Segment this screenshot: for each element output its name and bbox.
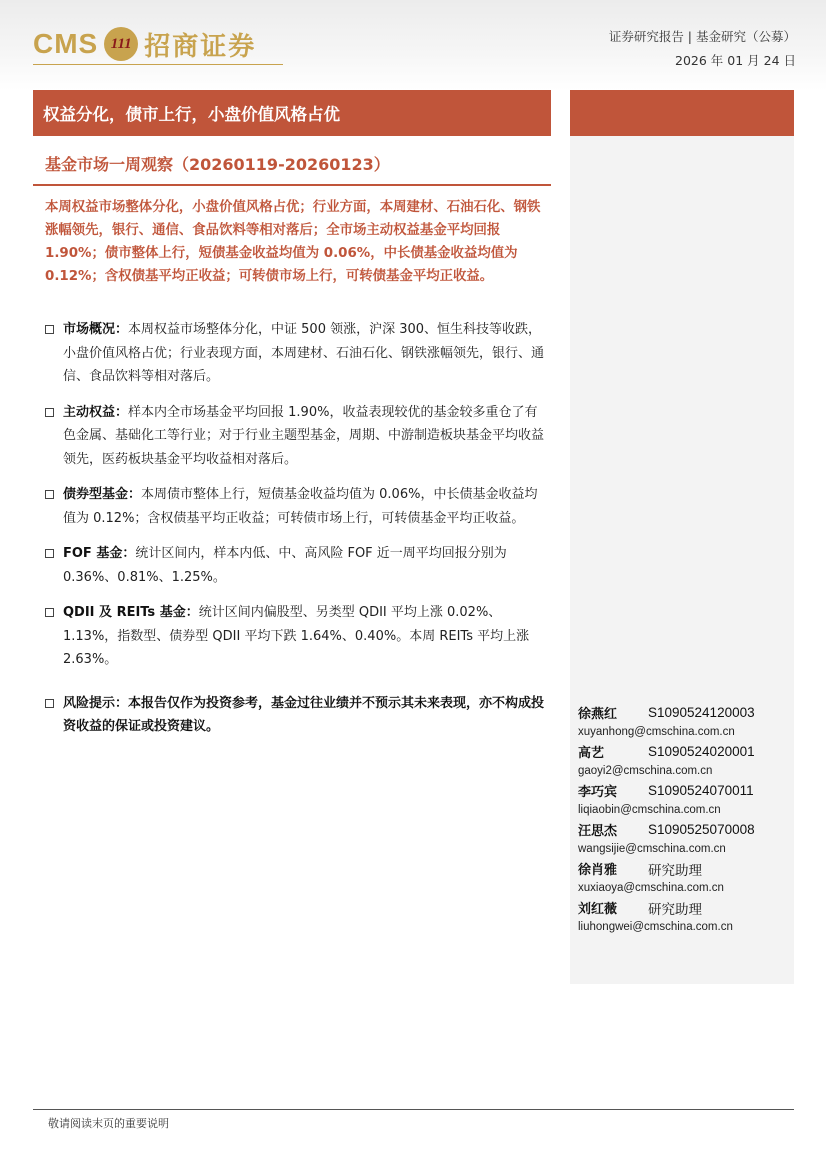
bullet-list xyxy=(45,318,547,751)
report-title: 权益分化，债市上行，小盘价值风格占优 xyxy=(43,105,340,124)
analyst-cert: S1090525070008 xyxy=(648,822,755,838)
bullet-text: 统计区间内偏股型、另类型 QDII 平均上涨 0.02%、1.13%，指数型、债券型 QDII 平均下跌 1.64%、0.40%。本周 REITs 平均上涨 2.63%。 xyxy=(63,605,530,667)
analyst-cert: S1090524020001 xyxy=(648,744,755,760)
bullet-lead: 市场概况： xyxy=(63,322,129,337)
analyst-row xyxy=(578,820,792,840)
analyst-list xyxy=(578,703,792,937)
risk-lead: 风险提示： xyxy=(63,695,129,711)
analyst-row xyxy=(578,703,792,723)
analyst-email[interactable]: wangsijie@cmschina.com.cn xyxy=(578,843,726,856)
bullet-lead: QDII 及 REITs 基金： xyxy=(63,605,199,620)
analyst-name: 刘红薇 xyxy=(578,902,618,918)
logo-underline xyxy=(33,64,283,65)
analyst-cert: 研究助理 xyxy=(648,901,702,917)
analyst-email[interactable]: xuxiaoya@cmschina.com.cn xyxy=(578,882,724,895)
checkbox-square-icon xyxy=(45,608,54,617)
analyst-cert: S1090524070011 xyxy=(648,783,754,799)
analyst-row xyxy=(578,898,792,918)
checkbox-square-icon xyxy=(45,699,54,708)
sidebar-banner xyxy=(570,90,794,136)
analyst-row xyxy=(578,742,792,762)
company-logo xyxy=(33,24,256,64)
analyst-email[interactable]: xuyanhong@cmschina.com.cn xyxy=(578,726,735,739)
bullet-text: 样本内全市场基金平均回报 1.90%，收益表现较优的基金较多重仓了有色金属、基础化工等行业；对于行业主题型基金，周期、中游制造板块基金平均收益领先，医药板块基金平均收益相对落后。 xyxy=(63,404,545,467)
report-date: 2026 年 01 月 24 日 xyxy=(675,53,796,68)
bullet-market-overview xyxy=(45,318,547,389)
analyst-name: 汪思杰 xyxy=(578,824,618,840)
analyst-name: 徐燕红 xyxy=(578,707,618,723)
analyst-email[interactable]: liuhongwei@cmschina.com.cn xyxy=(578,921,733,934)
analyst-name: 徐肖雅 xyxy=(578,863,618,879)
bullet-risk-warning xyxy=(45,692,547,739)
logo-seal-icon: 111 xyxy=(104,27,138,61)
bullet-text: 本周权益市场整体分化，中证 500 领涨，沪深 300、恒生科技等收跌，小盘价值风格占优；行业表现方面，本周建材、石油石化、钢铁涨幅领先，银行、通信、食品饮料等相对落后。 xyxy=(63,322,545,384)
footer-note: 敬请阅读末页的重要说明 xyxy=(48,1117,169,1130)
bullet-text: 本周债市整体上行，短债基金收益均值为 0.06%，中长债基金收益均值为 0.12%；含权债基平均正收益；可转债市场上行，可转债基金平均正收益。 xyxy=(63,487,538,526)
report-subtitle: 基金市场一周观察（20260119-20260123） xyxy=(45,155,390,174)
analyst-row xyxy=(578,859,792,879)
analyst-cert: 研究助理 xyxy=(648,862,702,878)
analyst-email[interactable]: liqiaobin@cmschina.com.cn xyxy=(578,804,721,817)
bullet-bond-funds xyxy=(45,483,547,530)
analyst-name: 高艺 xyxy=(578,746,605,762)
bullet-qdii-reits xyxy=(45,601,547,672)
bullet-lead: 债券型基金： xyxy=(63,487,142,502)
summary-paragraph: 本周权益市场整体分化，小盘价值风格占优；行业方面，本周建材、石油石化、钢铁涨幅领先，银行、通信、食品饮料等相对落后；全市场主动权益基金平均回报 1.90%；债市整体上行，短债基金收益均值为 0.06%，中长债基金收益均值为 0.12%；含权债基平均正收益；可转债市场上行，可转债基金平均正收益。 xyxy=(45,200,541,284)
title-banner xyxy=(33,90,551,136)
subtitle-divider xyxy=(33,184,551,186)
bullet-lead: FOF 基金： xyxy=(63,546,136,561)
checkbox-square-icon xyxy=(45,408,54,417)
report-type: 证券研究报告 | 基金研究（公募） xyxy=(608,29,796,44)
bullet-lead: 主动权益： xyxy=(63,404,129,420)
logo-chinese-text: 招商证券 xyxy=(144,31,257,62)
logo-cms-text: CMS xyxy=(33,28,99,59)
checkbox-square-icon xyxy=(45,490,54,499)
analyst-cert: S1090524120003 xyxy=(648,705,755,721)
bullet-text: 统计区间内，样本内低、中、高风险 FOF 近一周平均回报分别为 0.36%、0.81%、1.25%。 xyxy=(63,546,507,585)
analyst-name: 李巧宾 xyxy=(578,785,618,801)
checkbox-square-icon xyxy=(45,549,54,558)
bullet-fof-funds xyxy=(45,542,547,589)
bullet-active-equity xyxy=(45,401,547,472)
analyst-email[interactable]: gaoyi2@cmschina.com.cn xyxy=(578,765,713,778)
risk-text: 本报告仅作为投资参考，基金过往业绩并不预示其未来表现，亦不构成投资收益的保证或投资建议。 xyxy=(63,695,545,734)
analyst-row xyxy=(578,781,792,801)
footer-divider xyxy=(33,1109,794,1110)
checkbox-square-icon xyxy=(45,325,54,334)
